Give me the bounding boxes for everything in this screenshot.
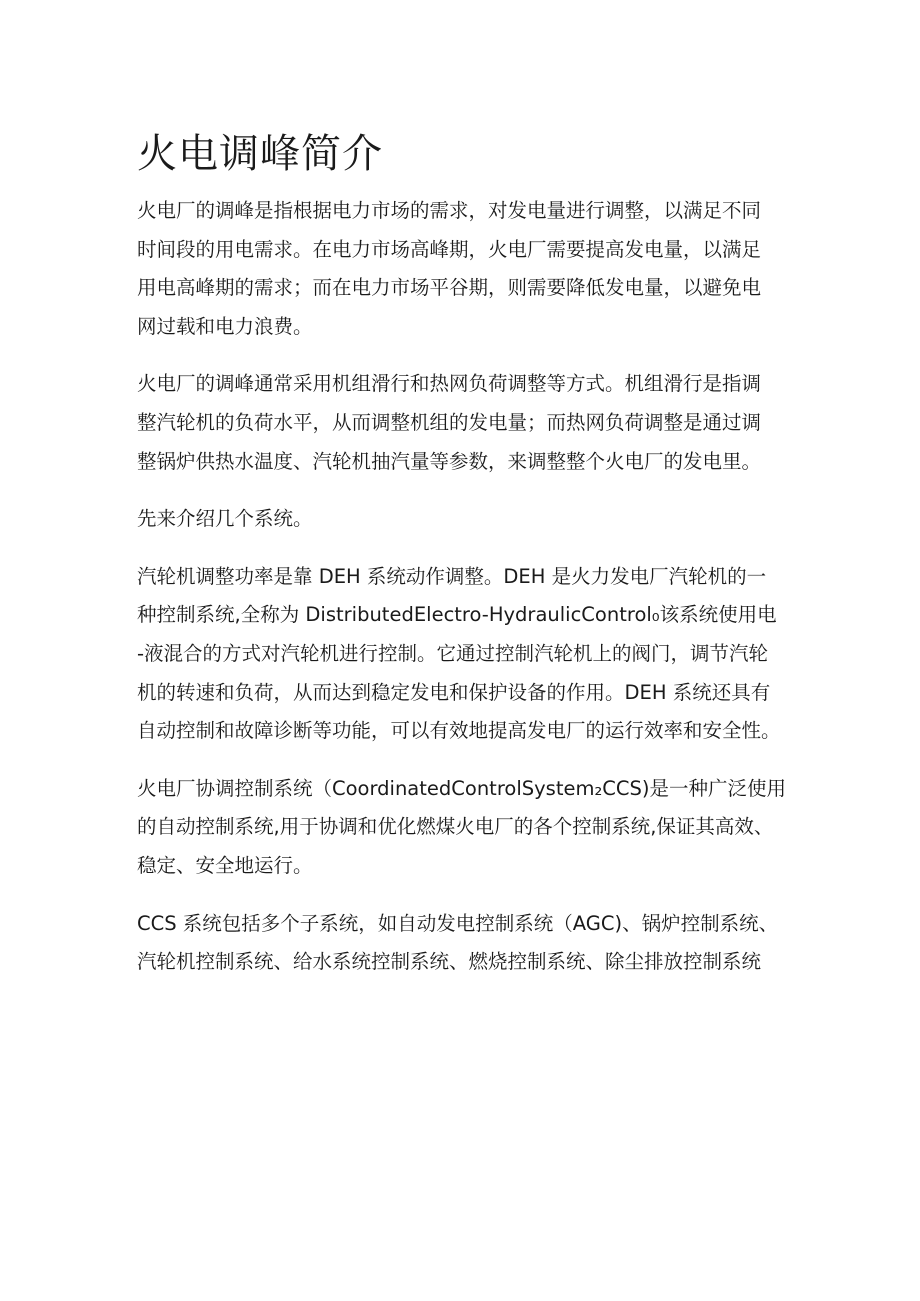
text-line: 种控制系统,全称为 DistributedElectro-HydraulicControl₀该系统使用电 [137, 603, 777, 627]
text-line: 网过载和电力浪费。 [137, 314, 313, 338]
document-title: 火电调峰简介 [137, 131, 383, 177]
text-line: 火电厂协调控制系统（CoordinatedControlSystem₂CCS)是一种广泛使用 [137, 776, 787, 800]
text-line: 整锅炉供热水温度、汽轮机抽汽量等参数，来调整整个火电厂的发电里。 [137, 449, 762, 473]
paragraph-intro [137, 192, 787, 346]
text-line: 稳定、安全地运行。 [137, 853, 313, 877]
paragraph-methods [137, 365, 787, 481]
text-line: CCS 系统包括多个子系统，如自动发电控制系统（AGC)、锅炉控制系统、 [137, 911, 779, 935]
text-line: 先来介绍几个系统。 [137, 507, 313, 531]
paragraph-ccs-subsystems [137, 905, 787, 982]
text-line: 汽轮机控制系统、给水系统控制系统、燃烧控制系统、除尘排放控制系统 [137, 950, 762, 974]
text-line: 的自动控制系统,用于协调和优化燃煤火电厂的各个控制系统,保证其高效、 [137, 815, 774, 839]
text-line: 用电高峰期的需求；而在电力市场平谷期，则需要降低发电量，以避免电 [137, 276, 762, 300]
text-line: 自动控制和故障诊断等功能，可以有效地提高发电厂的运行效率和安全性。 [137, 719, 781, 743]
text-line: 火电厂的调峰通常采用机组滑行和热网负荷调整等方式。机组滑行是指调 [137, 372, 762, 396]
document-page [137, 118, 787, 1001]
text-line: 时间段的用电需求。在电力市场高峰期，火电厂需要提高发电量，以满足 [137, 237, 762, 261]
text-line: 整汽轮机的负荷水平，从而调整机组的发电量；而热网负荷调整是通过调 [137, 410, 762, 434]
paragraph-ccs [137, 770, 787, 886]
paragraph-deh [137, 558, 787, 751]
paragraph-systems-intro [137, 500, 787, 539]
text-line: 机的转速和负荷，从而达到稳定发电和保护设备的作用。DEH 系统还具有 [137, 680, 771, 704]
text-line: 火电厂的调峰是指根据电力市场的需求，对发电量进行调整，以满足不同 [137, 199, 762, 222]
text-line: -液混合的方式对汽轮机进行控制。它通过控制汽轮机上的阀门，调节汽轮 [137, 641, 769, 665]
text-line: 汽轮机调整功率是靠 DEH 系统动作调整。DEH 是火力发电厂汽轮机的一 [137, 564, 767, 588]
